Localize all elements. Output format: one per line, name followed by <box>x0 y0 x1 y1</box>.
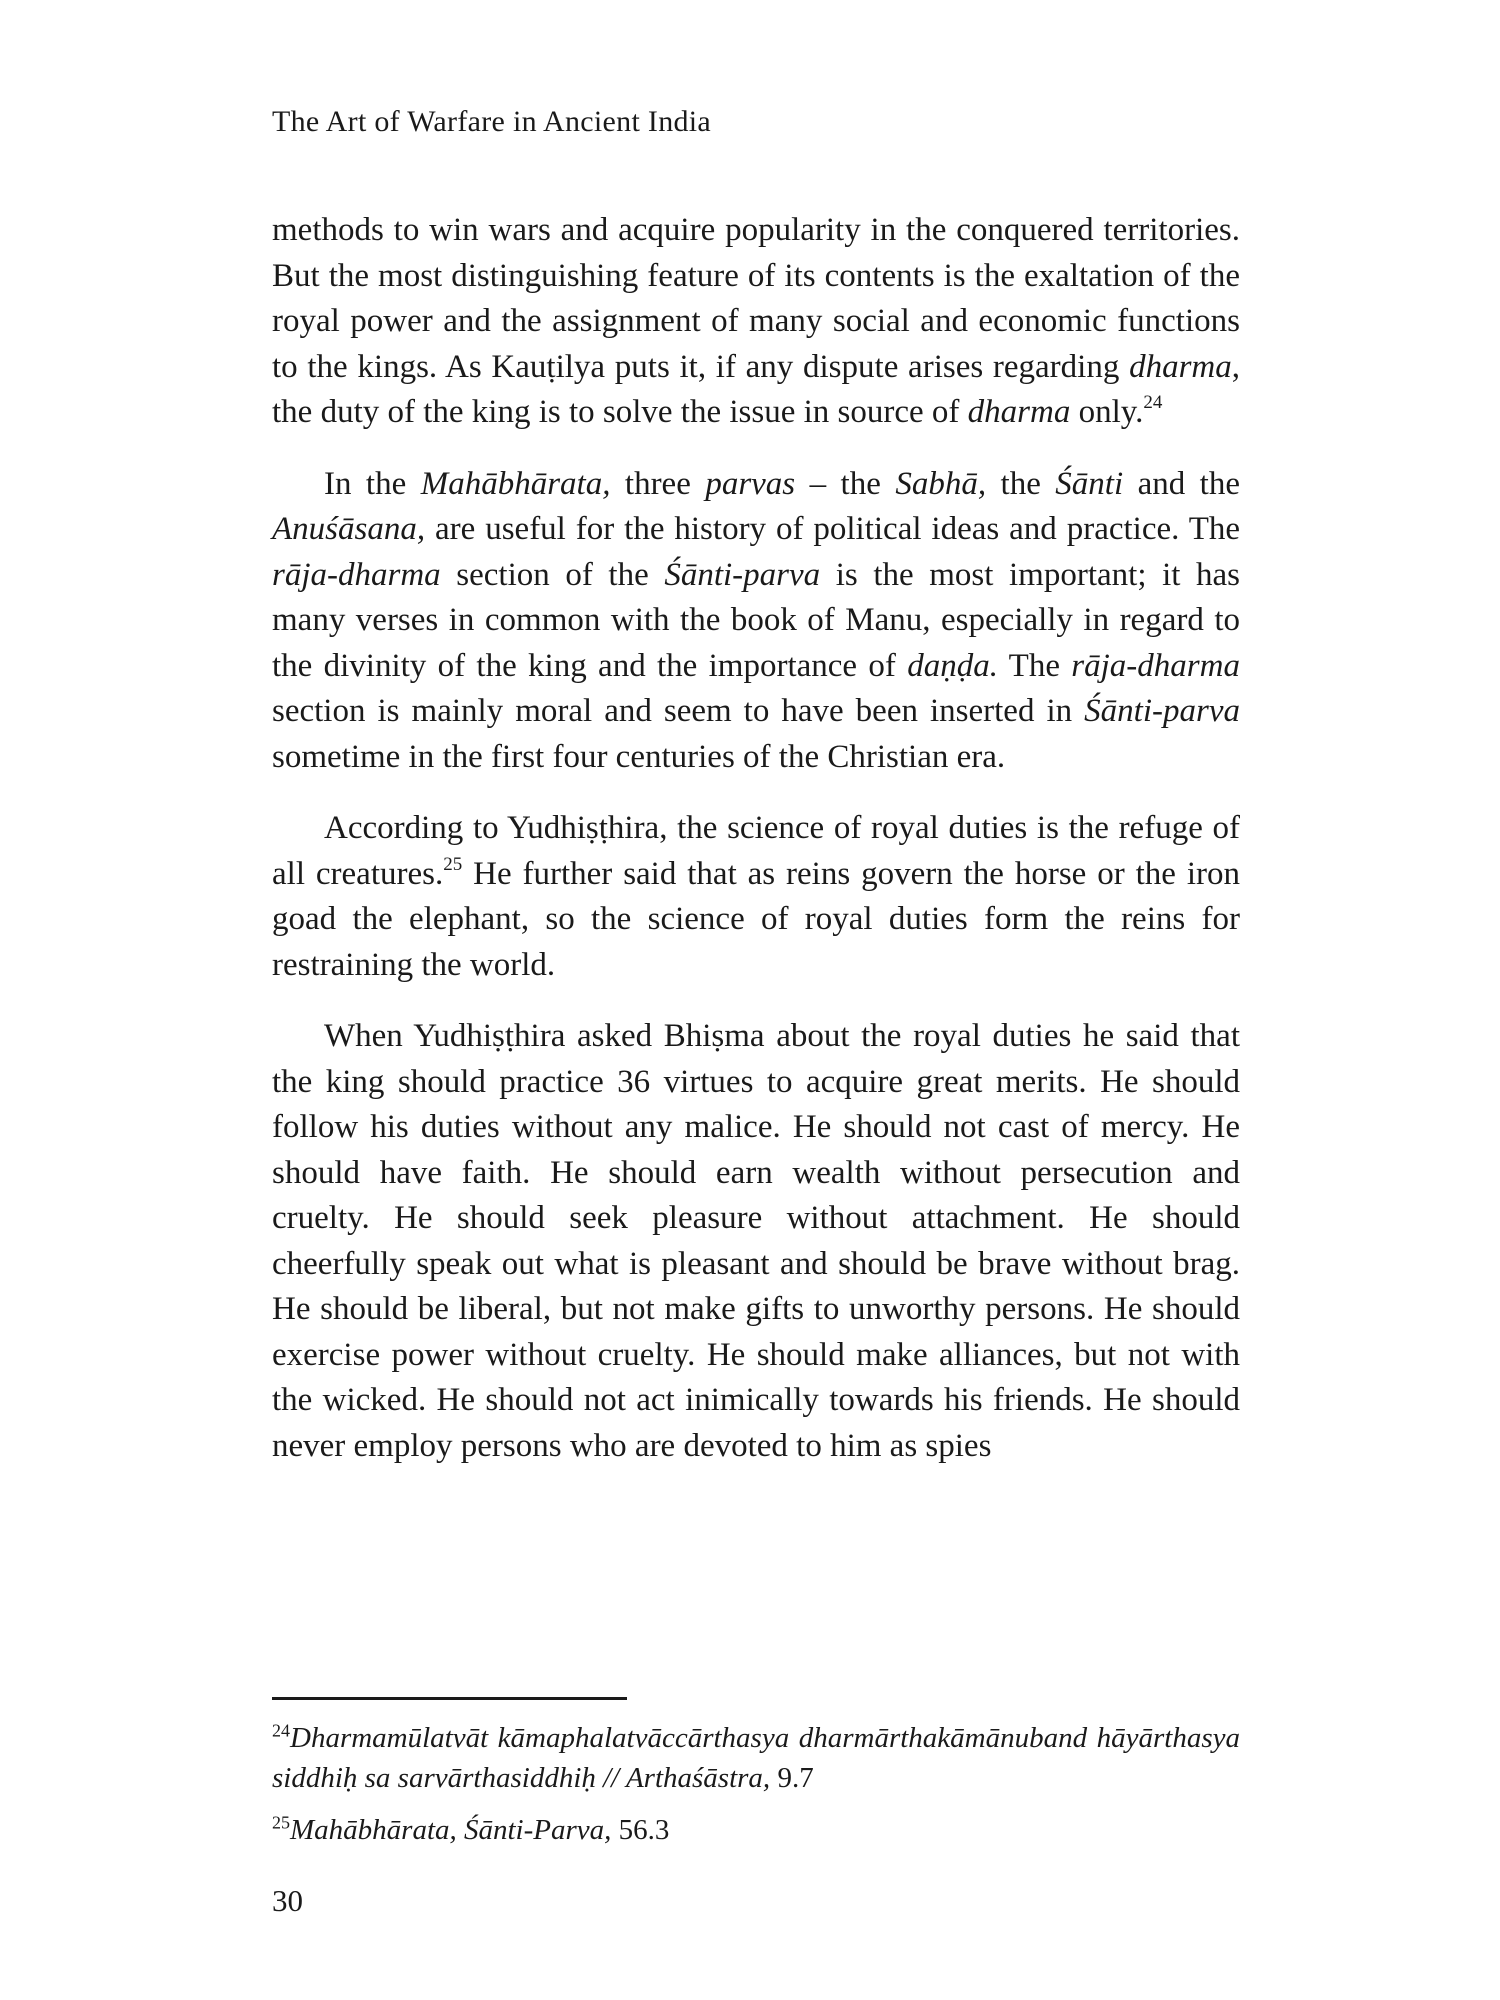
page-number: 30 <box>272 1883 303 1918</box>
body-text <box>272 208 1240 1469</box>
footnote-mark: 24 <box>272 1720 290 1741</box>
paragraph-2: In the Mahābhārata, three parvas – the Sabhā, the Śānti and the Anuśāsana, are useful for the history of political ideas and practice. The rāja-dharma section of the Śānti-parva is the most important; it has many verses in common with the book of Manu, especially in regard to the divinity of the king and the importance of daṇḍa. The rāja-dharma section is mainly moral and seem to have been inserted in Śānti-parva sometime in the first four centuries of the Christian era. <box>272 465 1241 775</box>
paragraph-3: According to Yudhiṣṭhira, the science of royal duties is the refuge of all creatures.$^{25}$ He further said that as reins govern the horse or the iron goad the elephant, so the science of royal duties form the reins for restraining the world. <box>272 810 1240 983</box>
footnote-mark: 25 <box>272 1812 290 1833</box>
paragraph-1: methods to win wars and acquire popularity in the conquered territories. But the most distinguishing feature of its contents is the exaltation of the royal power and the assignment of many social and economic functions to the kings. As Kauṭilya puts it, if any dispute arises regarding dharma, the duty of the king is to solve the issue in source of dharma only.$^{24}$ <box>272 212 1240 430</box>
paragraph-4: When Yudhiṣṭhira asked Bhiṣma about the royal duties he said that the king should practice 36 virtues to acquire great merits. He should follow his duties without any malice. He should not cast of mercy. He should have faith. He should earn wealth without persecution and cruelty. He should seek pleasure without attachment. He should cheerfully speak out what is pleasant and should be brave without brag. He should be liberal, but not make gifts to unworthy persons. He should exercise power without cruelty. He should make alliances, but not with the wicked. He should not act inimically towards his friends. He should never employ persons who are devoted to him as spies <box>272 1018 1240 1464</box>
footnote-ref-24[interactable]: 24 <box>1143 392 1163 413</box>
footnote-24: $^{24}$Dharmamūlatvāt kāmaphalatvāccārthasya dharmārthakāmānuband hāyārthasya siddhiḥ sa sarvārthasiddhiḥ // Arthaśāstra, 9.7 <box>272 1720 1240 1794</box>
footnotes <box>272 1718 1240 1862</box>
footnote-ref-25[interactable]: 25 <box>443 853 463 875</box>
running-head: The Art of Warfare in Ancient India <box>272 105 712 138</box>
footnote-divider <box>272 1697 627 1700</box>
footnote-25: $^{25}$Mahābhārata, Śānti-Parva, 56.3 <box>272 1812 670 1846</box>
